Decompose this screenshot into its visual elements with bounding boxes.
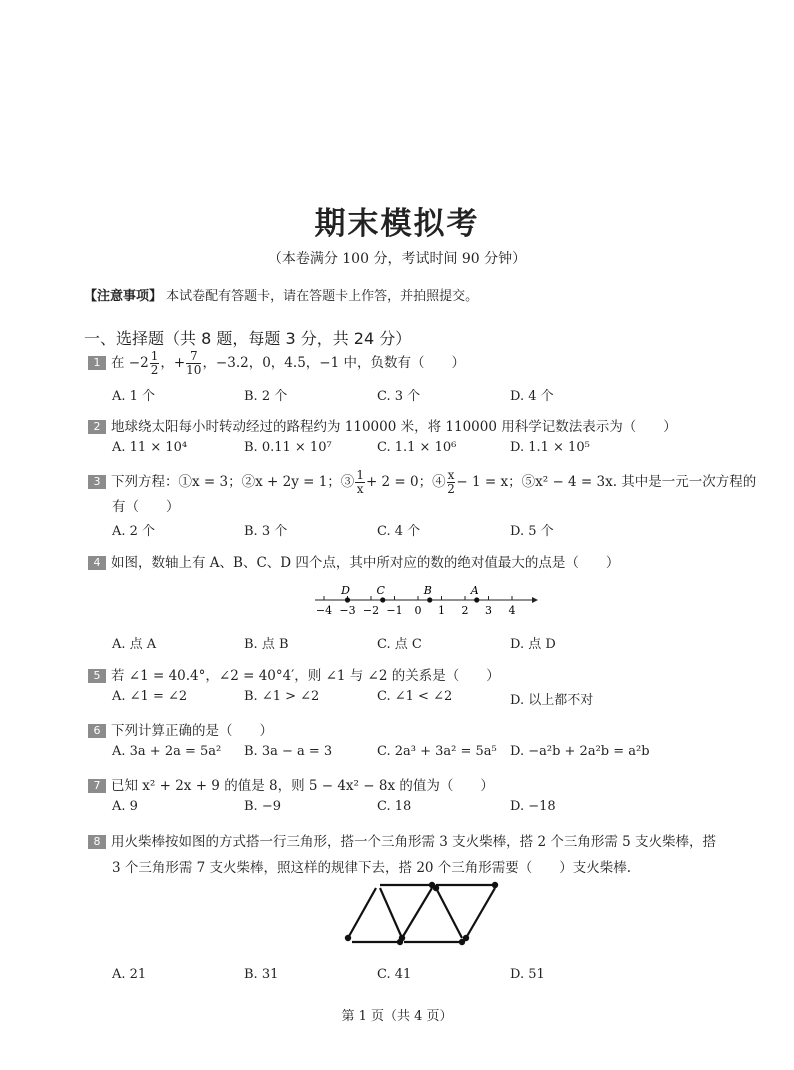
question-number: 5 bbox=[88, 669, 106, 683]
matchstick bbox=[466, 888, 495, 938]
option-b: B. 3a − a = 3 bbox=[244, 744, 333, 759]
matchstick bbox=[402, 888, 432, 938]
option-a: A. 1 个 bbox=[112, 389, 156, 404]
question-text: 若 ∠1 = 40.4°，∠2 = 40°4′，则 ∠1 与 ∠2 的关系是（ ） bbox=[111, 668, 500, 684]
tick-label: −4 bbox=[315, 604, 333, 617]
question-3 bbox=[88, 469, 756, 496]
page-title: 期末模拟考 bbox=[314, 206, 480, 242]
question-text: − 1 = x；⑤x² − 4 = 3x. 其中是一元一次方程的 bbox=[456, 474, 757, 490]
tick-label: −2 bbox=[362, 604, 380, 617]
question-6 bbox=[88, 719, 273, 739]
question-number: 6 bbox=[88, 724, 106, 738]
option-a: A. 21 bbox=[112, 967, 147, 982]
question-text: 用火柴棒按如图的方式搭一行三角形，搭一个三角形需 3 支火柴棒，搭 2 个三角形需 5 支火柴棒，搭 bbox=[111, 834, 717, 850]
question-text: 已知 x² + 2x + 9 的值是 8，则 5 − 4x² − 8x 的值为（ ） bbox=[111, 778, 494, 794]
question-text: ，−3.2，0，4.5，−1 中，负数有（ ） bbox=[202, 355, 465, 371]
option-a: A. 3a + 2a = 5a² bbox=[112, 744, 222, 759]
option-d: D. 点 D bbox=[510, 637, 556, 652]
page-subtitle: （本卷满分 100 分，考试时间 90 分钟） bbox=[267, 251, 527, 267]
page-footer: 第 1 页（共 4 页） bbox=[341, 1009, 453, 1024]
option-c: C. 点 C bbox=[377, 637, 422, 652]
option-b: B. 点 B bbox=[244, 637, 289, 652]
question-number: 2 bbox=[88, 420, 106, 434]
question-text: 在 −2 bbox=[111, 355, 149, 371]
tick-label: 2 bbox=[461, 604, 469, 617]
option-a: A. 9 bbox=[112, 799, 138, 814]
point-D bbox=[345, 597, 350, 602]
match-head bbox=[463, 935, 469, 941]
question-number: 7 bbox=[88, 779, 106, 793]
option-d: D. 以上都不对 bbox=[510, 693, 594, 708]
match-head bbox=[433, 885, 439, 891]
tick-label: 3 bbox=[485, 604, 492, 617]
option-b: B. ∠1 > ∠2 bbox=[244, 689, 320, 704]
fraction: $\frac{1}{x}$ bbox=[356, 468, 364, 496]
question-text: 下列方程：①x = 3；②x + 2y = 1；③ bbox=[111, 474, 355, 490]
number-line-figure bbox=[310, 578, 540, 620]
question-text: + 2 = 0；④ bbox=[365, 474, 446, 490]
tick-label: −1 bbox=[386, 604, 403, 617]
option-c: C. 1.1 × 10⁶ bbox=[377, 440, 457, 455]
option-d: D. −18 bbox=[510, 799, 556, 814]
tick-label: 4 bbox=[508, 604, 516, 617]
point-label: A bbox=[470, 584, 479, 597]
question-8 bbox=[88, 830, 716, 850]
question-number: 8 bbox=[88, 835, 106, 849]
point-label: B bbox=[423, 584, 432, 597]
option-d: D. 5 个 bbox=[510, 524, 554, 539]
option-b: B. 31 bbox=[244, 967, 279, 982]
question-text: 如图，数轴上有 A、B、C、D 四个点，其中所对应的数的绝对值最大的点是（ ） bbox=[111, 555, 620, 571]
question-2 bbox=[88, 415, 677, 435]
question-5 bbox=[88, 664, 500, 684]
option-b: B. 3 个 bbox=[244, 524, 288, 539]
option-b: B. 0.11 × 10⁷ bbox=[244, 440, 332, 455]
match-head bbox=[492, 882, 498, 888]
option-d: D. 4 个 bbox=[510, 389, 554, 404]
option-c: C. 4 个 bbox=[377, 524, 421, 539]
option-a: A. 点 A bbox=[112, 637, 157, 652]
option-c: C. 3 个 bbox=[377, 389, 421, 404]
question-number: 1 bbox=[88, 356, 106, 370]
matchstick bbox=[436, 888, 462, 938]
fraction: $\frac{x}{2}$ bbox=[447, 468, 455, 496]
option-c: C. 18 bbox=[377, 799, 412, 814]
notice-label: 【注意事项】 bbox=[84, 289, 163, 304]
question-number: 4 bbox=[88, 556, 106, 570]
matchstick bbox=[380, 888, 402, 938]
option-d: D. 51 bbox=[510, 967, 545, 982]
arrow-head bbox=[532, 597, 538, 603]
option-b: B. 2 个 bbox=[244, 389, 288, 404]
point-C bbox=[380, 597, 385, 602]
tick-label: 0 bbox=[414, 604, 422, 617]
option-d: D. 1.1 × 10⁵ bbox=[510, 440, 590, 455]
tick-label: 1 bbox=[438, 604, 445, 617]
option-c: C. ∠1 < ∠2 bbox=[377, 689, 453, 704]
question-7 bbox=[88, 774, 494, 794]
question-text: 地球绕太阳每小时转动经过的路程约为 110000 米，将 110000 用科学记数法表示为（ ） bbox=[111, 419, 677, 435]
option-a: A. ∠1 = ∠2 bbox=[112, 689, 188, 704]
question-4 bbox=[88, 551, 619, 571]
matchstick bbox=[348, 888, 376, 938]
option-d: D. −a²b + 2a²b = a²b bbox=[510, 744, 650, 759]
question-1 bbox=[88, 350, 465, 377]
option-c: C. 2a³ + 3a² = 5a⁵ bbox=[377, 744, 497, 759]
fraction: $\frac{1}{2}$ bbox=[150, 349, 159, 377]
option-b: B. −9 bbox=[244, 799, 281, 814]
point-A bbox=[474, 597, 479, 602]
tick-label: −3 bbox=[339, 604, 356, 617]
option-c: C. 41 bbox=[377, 967, 412, 982]
option-a: A. 2 个 bbox=[112, 524, 156, 539]
fraction: $\frac{7}{10}$ bbox=[186, 349, 202, 377]
section-heading: 一、选择题（共 8 题，每题 3 分，共 24 分） bbox=[84, 329, 412, 348]
match-head bbox=[345, 935, 351, 941]
option-a: A. 11 × 10⁴ bbox=[112, 440, 188, 455]
point-label: D bbox=[341, 584, 350, 597]
matchstick-figure bbox=[340, 880, 510, 952]
match-head bbox=[399, 935, 405, 941]
question-text-cont: 有（ ） bbox=[112, 499, 180, 515]
point-label: C bbox=[376, 584, 385, 597]
question-text-cont: 3 个三角形需 7 支火柴棒，照这样的规律下去，搭 20 个三角形需要（ ）支火柴棒. bbox=[112, 860, 632, 876]
question-number: 3 bbox=[88, 475, 106, 489]
notice-text: 本试卷配有答题卡，请在答题卡上作答，并拍照提交。 bbox=[166, 289, 479, 304]
point-B bbox=[427, 597, 432, 602]
question-text: ，+ bbox=[160, 355, 186, 371]
question-text: 下列计算正确的是（ ） bbox=[111, 723, 273, 739]
notice bbox=[84, 285, 478, 304]
